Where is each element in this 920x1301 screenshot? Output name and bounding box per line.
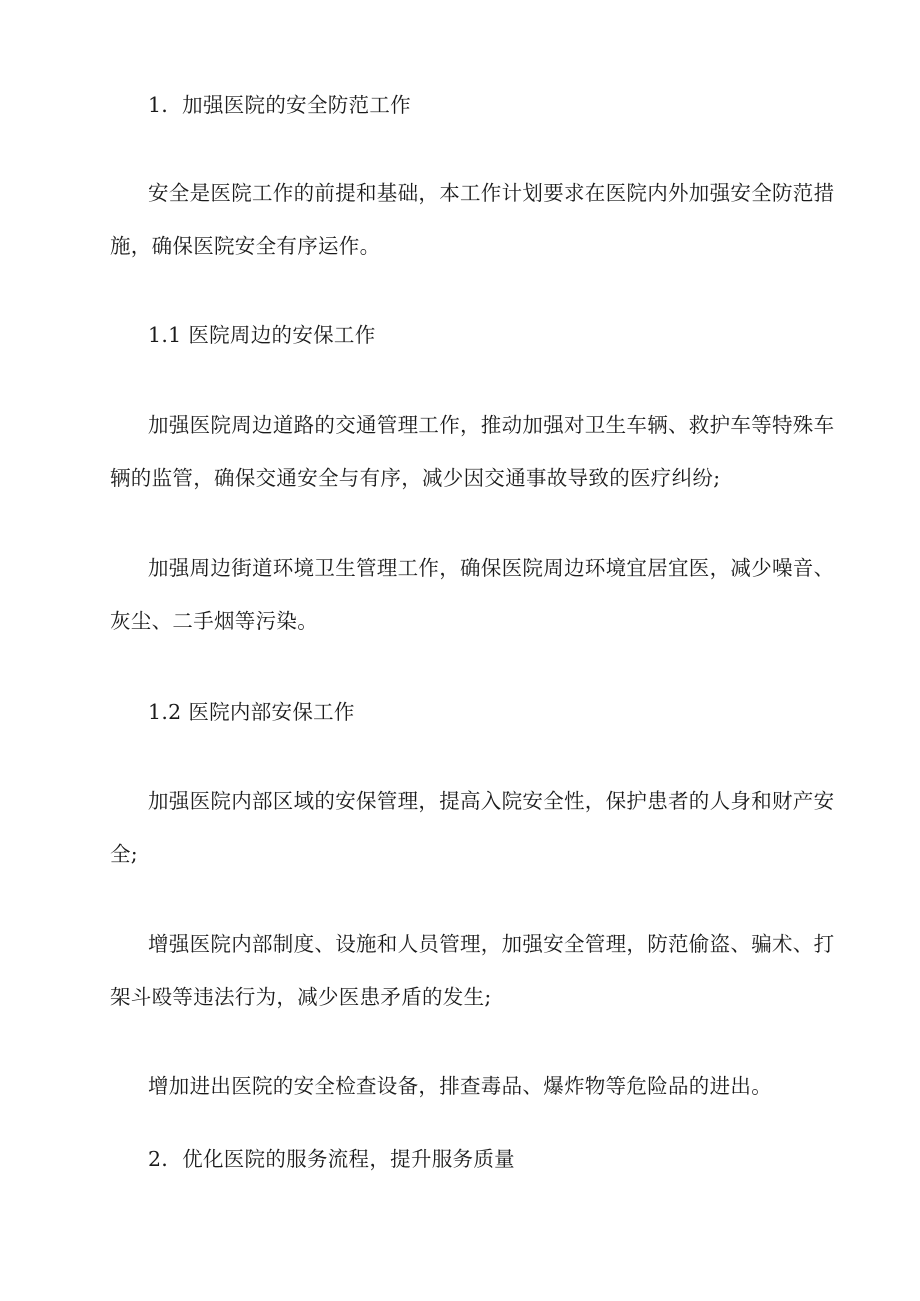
paragraph-line: 安全是医院工作的前提和基础，本工作计划要求在医院内外加强安全防范措 xyxy=(148,181,835,205)
paragraph-line: 施，确保医院安全有序运作。 xyxy=(110,234,381,258)
paragraph-line: 增加进出医院的安全检查设备，排查毒品、爆炸物等危险品的进出。 xyxy=(148,1074,772,1098)
paragraph-line: 加强医院周边道路的交通管理工作，推动加强对卫生车辆、救护车等特殊车 xyxy=(148,413,835,437)
paragraph-line: 加强医院内部区域的安保管理，提高入院安全性，保护患者的人身和财产安 xyxy=(148,789,835,813)
paragraph-line: 辆的监管，确保交通安全与有序，减少因交通事故导致的医疗纠纷; xyxy=(110,466,721,490)
paragraph-line: 全; xyxy=(110,842,139,866)
paragraph-line: 加强周边街道环境卫生管理工作，确保医院周边环境宜居宜医，减少噪音、 xyxy=(148,556,835,580)
heading-1-2: 1.2 医院内部安保工作 xyxy=(148,700,355,724)
paragraph-line: 架斗殴等违法行为，减少医患矛盾的发生; xyxy=(110,985,492,1009)
heading-1: 1．加强医院的安全防范工作 xyxy=(148,93,411,117)
heading-2: 2．优化医院的服务流程，提升服务质量 xyxy=(148,1147,515,1171)
heading-1-1: 1.1 医院周边的安保工作 xyxy=(148,323,376,347)
paragraph-line: 灰尘、二手烟等污染。 xyxy=(110,609,318,633)
paragraph-line: 增强医院内部制度、设施和人员管理，加强安全管理，防范偷盗、骗术、打 xyxy=(148,932,835,956)
